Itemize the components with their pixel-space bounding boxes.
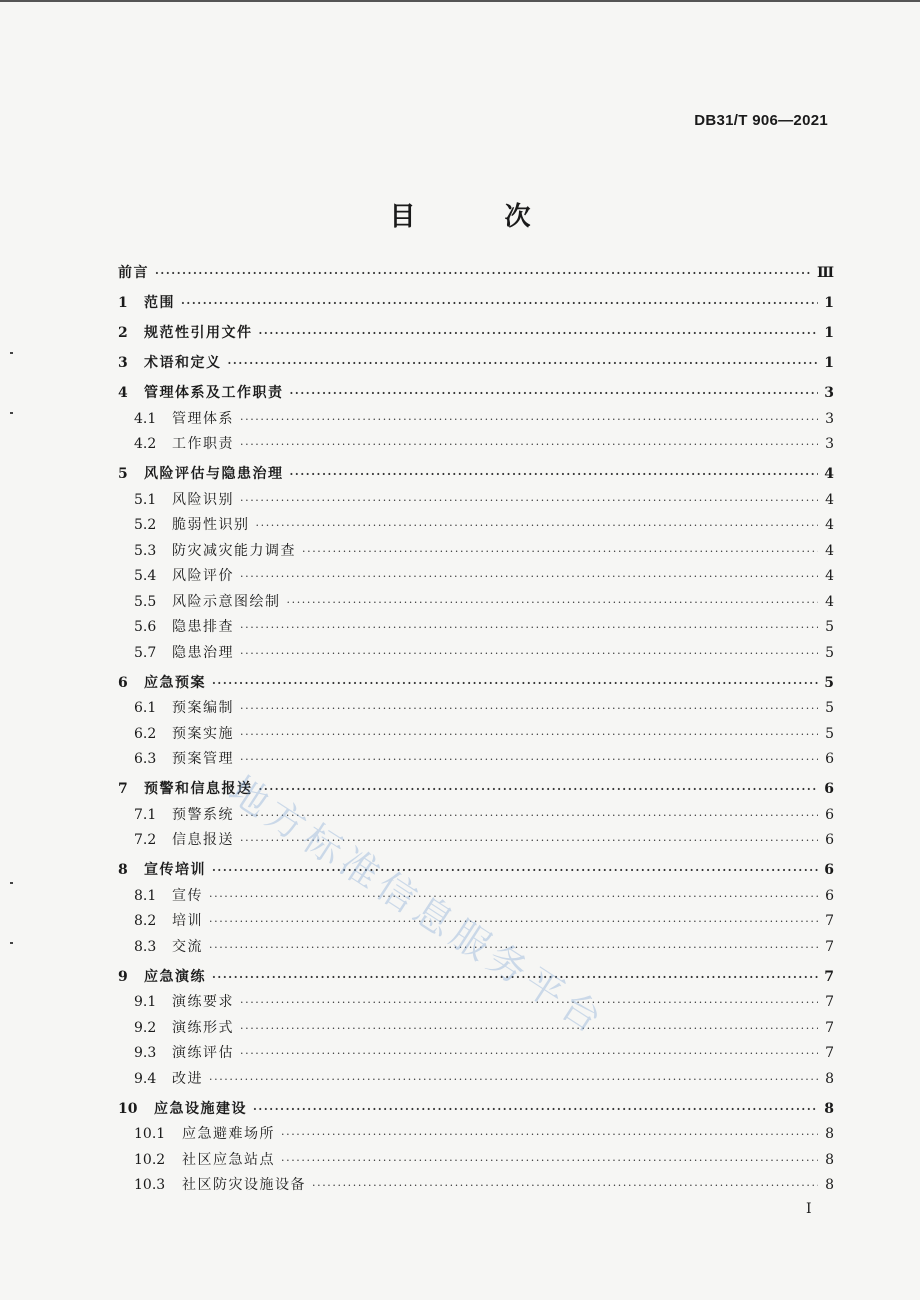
toc-entry-label: 预警和信息报送 <box>144 781 253 797</box>
dot-leader <box>240 753 818 766</box>
dot-leader <box>240 834 818 847</box>
toc-entry-page: 1 <box>824 355 834 371</box>
toc-entry-page: 5 <box>825 619 834 635</box>
standard-code: DB31/T 906—2021 <box>694 112 828 129</box>
toc-entry-page: 4 <box>825 568 834 584</box>
dot-leader <box>281 1128 818 1141</box>
dot-leader <box>287 596 819 609</box>
toc-entry-number: 9.2 <box>134 1019 157 1036</box>
dot-leader <box>155 267 811 280</box>
dot-leader <box>209 941 818 954</box>
toc-entry-page: 7 <box>825 1019 834 1036</box>
toc-entry-label: 风险评价 <box>172 568 234 584</box>
toc-entry-label: 预案编制 <box>172 700 234 716</box>
toc-entry[interactable] <box>118 748 834 774</box>
scan-mark <box>10 352 13 354</box>
toc-entry-page: 4 <box>825 593 834 610</box>
toc-entry[interactable] <box>118 885 834 911</box>
toc-entry-number: 3 <box>118 355 128 371</box>
toc-entry[interactable] <box>118 642 834 668</box>
toc-entry-number: 4.1 <box>134 410 157 427</box>
toc-entry[interactable] <box>118 382 834 408</box>
toc-entry-number: 10.2 <box>134 1151 166 1168</box>
dot-leader <box>240 996 818 1009</box>
toc-entry-number: 7.1 <box>134 806 157 823</box>
toc-entry-number: 5.5 <box>134 593 157 610</box>
toc-entry[interactable] <box>118 591 834 617</box>
toc-entry-label: 应急避难场所 <box>182 1126 275 1142</box>
page-number: I <box>806 1201 812 1217</box>
dot-leader <box>302 545 818 558</box>
toc-entry[interactable] <box>118 352 834 378</box>
toc-entry-label: 管理体系及工作职责 <box>144 385 284 401</box>
toc-entry-label: 术语和定义 <box>144 355 222 371</box>
toc-entry-number: 4 <box>118 385 128 401</box>
toc-entry-page: 8 <box>825 1151 834 1168</box>
toc-entry[interactable] <box>118 778 834 804</box>
dot-leader <box>240 494 818 507</box>
scan-mark <box>10 882 13 884</box>
toc-entry[interactable] <box>118 936 834 962</box>
dot-leader <box>290 468 819 481</box>
dot-leader <box>281 1154 818 1167</box>
toc-entry-number: 8.3 <box>134 938 157 955</box>
toc-entry-number: 5 <box>118 466 128 482</box>
dot-leader <box>240 413 818 426</box>
toc-entry-page: 6 <box>825 887 834 904</box>
toc-entry-number: 9.1 <box>134 994 157 1010</box>
toc-entry-page: 4 <box>824 466 834 482</box>
toc-entry-label: 演练形式 <box>172 1019 234 1036</box>
toc-entry-page: 8 <box>825 1070 834 1087</box>
toc-entry[interactable] <box>118 1123 834 1149</box>
toc-entry-page: 7 <box>824 968 834 985</box>
toc-entry[interactable] <box>118 1098 834 1124</box>
toc-entry-page: 4 <box>825 517 834 533</box>
dot-leader <box>240 809 818 822</box>
toc-entry-page: 6 <box>824 781 834 797</box>
toc-entry-page: 4 <box>825 491 834 508</box>
dot-leader <box>209 915 818 928</box>
toc-entry-label: 风险评估与隐患治理 <box>144 466 284 482</box>
toc-entry[interactable] <box>118 463 834 489</box>
dot-leader <box>240 647 818 660</box>
toc-entry-number: 7 <box>118 781 128 797</box>
toc-entry-label: 风险识别 <box>172 491 234 508</box>
toc-entry-page: 1 <box>824 325 834 341</box>
toc-entry-label: 演练要求 <box>172 994 234 1010</box>
dot-leader <box>240 728 818 741</box>
toc-entry-label: 信息报送 <box>172 832 234 848</box>
toc-entry-page: 7 <box>825 938 834 955</box>
watermark: 地方标准信息服务平台 <box>221 767 615 1045</box>
dot-leader <box>240 570 818 583</box>
toc-entry-label: 预案管理 <box>172 751 234 767</box>
toc-entry-label: 隐患治理 <box>172 644 234 661</box>
toc-entry-page: 8 <box>825 1126 834 1142</box>
scan-mark <box>10 412 13 414</box>
toc-entry-number: 5.2 <box>134 517 157 533</box>
toc-entry-page: 7 <box>825 913 834 929</box>
toc-entry-label: 应急演练 <box>144 968 206 985</box>
toc-entry-page: 6 <box>824 862 834 878</box>
toc-entry-number: 5.6 <box>134 619 157 635</box>
dot-leader <box>290 387 819 400</box>
toc-entry-number: 4.2 <box>134 436 157 452</box>
toc-entry-number: 9.3 <box>134 1045 157 1061</box>
toc-entry-number: 8.2 <box>134 913 157 929</box>
toc-entry-label: 隐患排查 <box>172 619 234 635</box>
toc-entry-label: 防灾减灾能力调查 <box>172 542 296 559</box>
toc-entry-number: 8 <box>118 862 128 878</box>
toc-entry-number: 2 <box>118 325 128 341</box>
dot-leader <box>228 357 819 370</box>
toc-entry[interactable] <box>118 1017 834 1043</box>
toc-entry-page: 5 <box>825 644 834 661</box>
toc-entry-label: 脆弱性识别 <box>172 517 250 533</box>
toc-entry-label: 社区防灾设施设备 <box>182 1177 306 1193</box>
toc-entry-number: 6.3 <box>134 751 157 767</box>
toc-entry-number: 1 <box>118 295 128 311</box>
toc-entry-number: 5.1 <box>134 491 157 508</box>
toc-entry[interactable] <box>118 262 834 288</box>
toc-entry[interactable] <box>118 859 834 885</box>
dot-leader <box>259 327 819 340</box>
toc-entry-page: 3 <box>824 385 834 401</box>
toc-entry-label: 交流 <box>172 938 203 955</box>
toc-entry-label: 演练评估 <box>172 1045 234 1061</box>
dot-leader <box>240 438 818 451</box>
toc-entry-label: 应急预案 <box>144 674 206 691</box>
toc-entry-label: 宣传 <box>172 887 203 904</box>
toc-entry-label: 应急设施建设 <box>154 1100 247 1117</box>
toc-entry-number: 6 <box>118 674 128 691</box>
toc-entry-number: 9.4 <box>134 1070 157 1087</box>
toc-entry[interactable] <box>118 292 834 318</box>
toc-entry-page: 3 <box>825 436 834 452</box>
toc-entry[interactable] <box>118 910 834 936</box>
toc-entry[interactable] <box>118 1042 834 1068</box>
toc-entry-page: 1 <box>824 295 834 311</box>
toc-entry[interactable] <box>118 804 834 830</box>
dot-leader <box>312 1179 818 1192</box>
dot-leader <box>240 702 818 715</box>
toc-entry-number: 5.7 <box>134 644 157 661</box>
toc-entry[interactable] <box>118 514 834 540</box>
toc-entry-page: 5 <box>825 700 834 716</box>
toc-entry-number: 10.3 <box>134 1177 166 1193</box>
toc-entry[interactable] <box>118 1149 834 1175</box>
toc-entry-number: 5.3 <box>134 542 157 559</box>
toc-entry-page: 8 <box>825 1177 834 1193</box>
toc-entry-label: 社区应急站点 <box>182 1151 275 1168</box>
toc-entry-page: 3 <box>825 410 834 427</box>
dot-leader <box>253 1103 818 1116</box>
dot-leader <box>240 1022 818 1035</box>
toc-entry-page: 5 <box>824 674 834 691</box>
toc-entry-label: 管理体系 <box>172 410 234 427</box>
toc-entry-page: 5 <box>825 725 834 742</box>
dot-leader <box>181 297 818 310</box>
dot-leader <box>256 519 819 532</box>
toc-entry-label: 改进 <box>172 1070 203 1087</box>
toc-entry[interactable] <box>118 966 834 992</box>
toc-entry-label: 风险示意图绘制 <box>172 593 281 610</box>
toc-entry-number: 5.4 <box>134 568 157 584</box>
toc-entry-number: 6.2 <box>134 725 157 742</box>
toc-entry-label: 工作职责 <box>172 436 234 452</box>
toc-entry-number: 9 <box>118 968 128 985</box>
toc-entry-page: 6 <box>825 806 834 823</box>
toc-entry-number: 6.1 <box>134 700 157 716</box>
toc-entry-page: 8 <box>824 1100 834 1117</box>
toc-entry[interactable] <box>118 723 834 749</box>
dot-leader <box>259 783 819 796</box>
dot-leader <box>212 677 818 690</box>
toc-entry[interactable] <box>118 565 834 591</box>
toc-entry[interactable] <box>118 697 834 723</box>
dot-leader <box>209 1073 818 1086</box>
dot-leader <box>240 1047 818 1060</box>
toc-entry[interactable] <box>118 322 834 348</box>
top-border <box>0 0 920 2</box>
toc-entry[interactable] <box>118 489 834 515</box>
toc-entry-label: 宣传培训 <box>144 862 206 878</box>
toc-entry-number: 8.1 <box>134 887 157 904</box>
toc-entry[interactable] <box>118 991 834 1017</box>
toc-entry[interactable] <box>118 408 834 434</box>
toc-entry-label: 预案实施 <box>172 725 234 742</box>
dot-leader <box>212 971 818 984</box>
toc-entry-page: 7 <box>825 994 834 1010</box>
toc-entry-page: 7 <box>825 1045 834 1061</box>
toc-entry-label: 范围 <box>144 295 175 311</box>
toc-entry-label: 规范性引用文件 <box>144 325 253 341</box>
dot-leader <box>212 864 818 877</box>
toc-entry-label: 前言 <box>118 265 149 281</box>
toc-entry[interactable] <box>118 829 834 855</box>
toc-entry[interactable] <box>118 1068 834 1094</box>
toc-entry-page: 6 <box>825 832 834 848</box>
toc-entry-number: 10 <box>118 1100 138 1117</box>
toc-entry-number: 7.2 <box>134 832 157 848</box>
toc-entry-label: 预警系统 <box>172 806 234 823</box>
toc-entry[interactable] <box>118 433 834 459</box>
toc-entry-number: 10.1 <box>134 1126 166 1142</box>
toc-entry-label: 培训 <box>172 913 203 929</box>
toc-entry-page: Ⅲ <box>816 265 834 281</box>
dot-leader <box>240 621 818 634</box>
toc-entry-page: 6 <box>825 751 834 767</box>
scan-mark <box>10 942 13 944</box>
toc-entry[interactable] <box>118 540 834 566</box>
toc-entry-page: 4 <box>825 542 834 559</box>
toc-entry[interactable] <box>118 616 834 642</box>
toc-entry[interactable] <box>118 1174 834 1200</box>
dot-leader <box>209 890 818 903</box>
page-title: 目 次 <box>389 202 571 232</box>
table-of-contents <box>118 262 834 1200</box>
toc-entry[interactable] <box>118 672 834 698</box>
